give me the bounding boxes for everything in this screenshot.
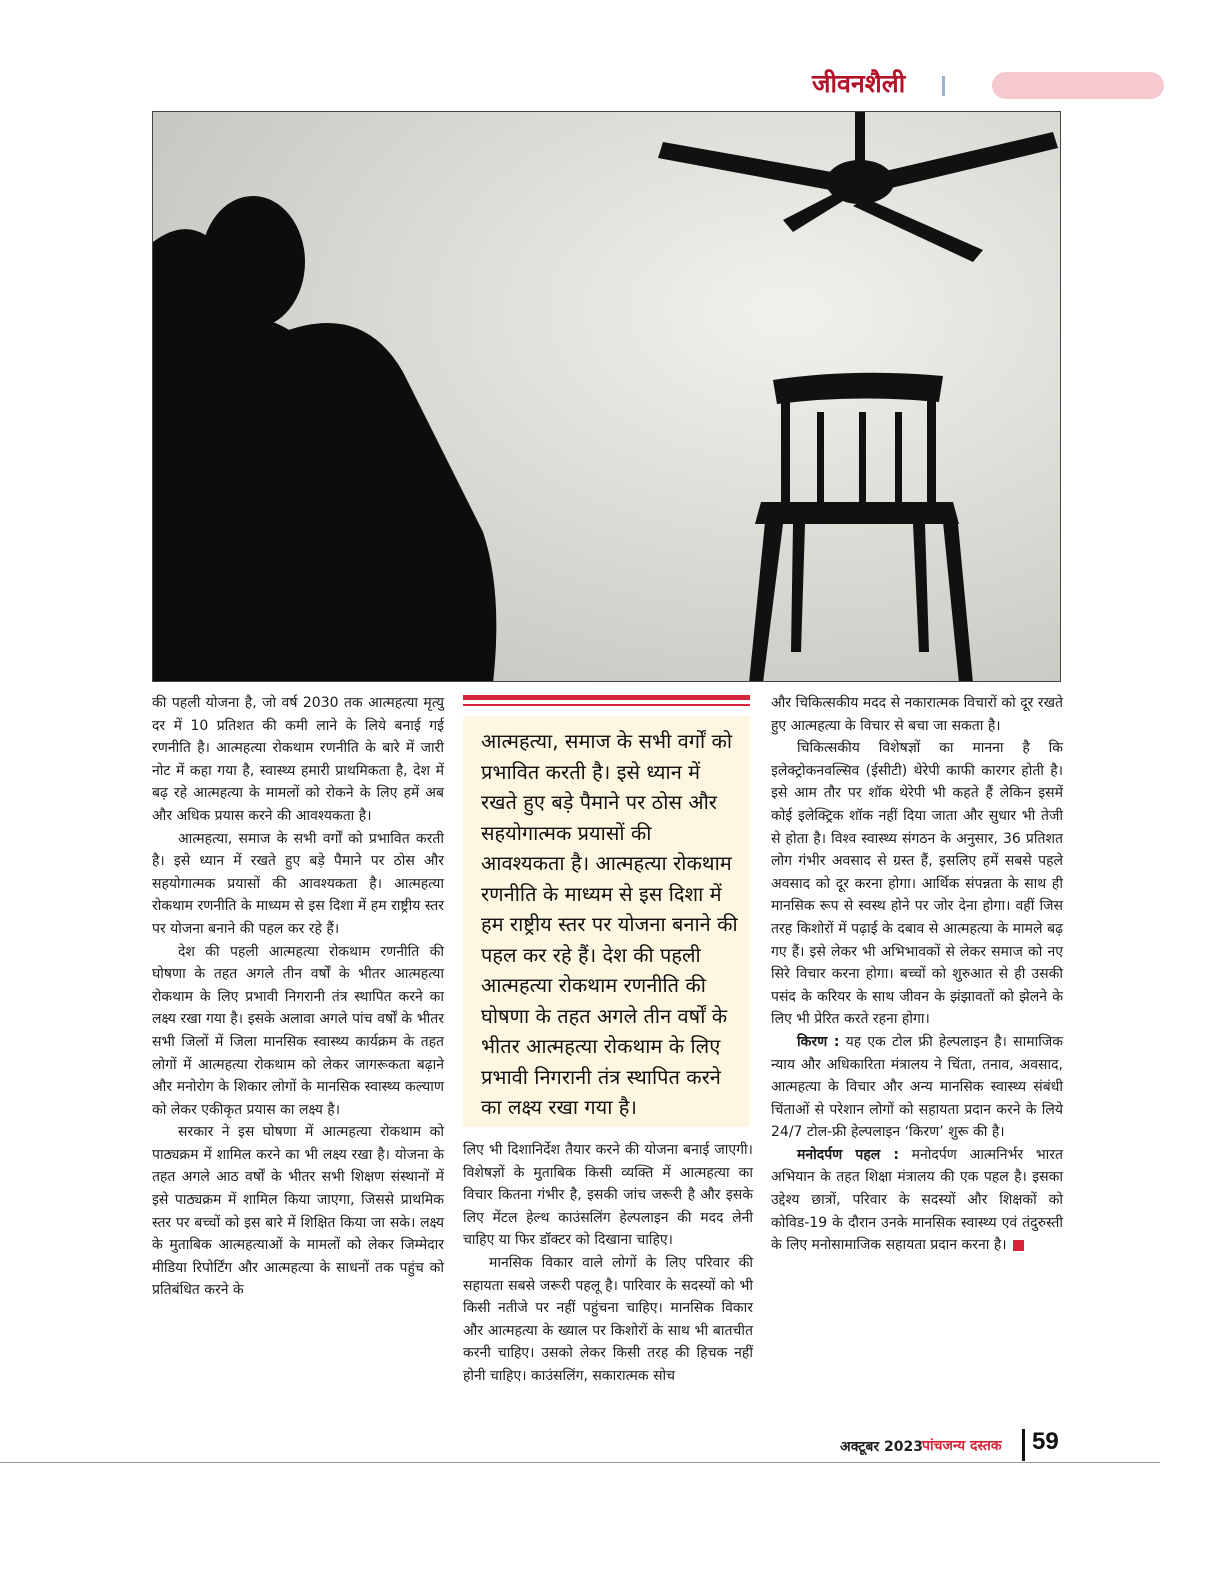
paragraph: लिए भी दिशानिर्देश तैयार करने की योजना बनाई जाएगी। विशेषज्ञों के मुताबिक किसी व्यक्ति में आत्महत्या का विचार कितना गंभीर है, इसकी जांच जरूरी है और इसके लिए मेंटल हेल्थ काउंसलिंग हेल्पलाइन की मदद लेनी चाहिए या फिर डॉक्टर को दिखाना चाहिए।: [463, 1142, 753, 1249]
end-mark-icon: [1013, 1240, 1024, 1251]
page-number: 59: [1032, 1428, 1059, 1455]
magazine-logo: पांचजन्य दस्तक: [922, 1438, 1002, 1454]
section-label: जीवनशैली: [812, 69, 906, 98]
paragraph: की पहली योजना है, जो वर्ष 2030 तक आत्महत्या मृत्यु दर में 10 प्रतिशत की कमी लाने के लिये बनाई गई रणनीति है। आत्महत्या रोकथाम रणनीति के बारे में जारी नोट में कहा गया है, स्वास्थ्य हमारी प्राथमिकता है, देश में बढ़ रहे आत्महत्या के मामलों को रोकने के लिए हमें अब और अधिक प्रयास करने की आवश्यकता है।: [152, 695, 444, 824]
paragraph-text: मनोदर्पण आत्मनिर्भर भारत अभियान के तहत शिक्षा मंत्रालय की एक पहल है। इसका उद्देश्य छात्रों, परिवार के सदस्यों और शिक्षकों को कोविड-19 के दौरान उनके मानसिक स्वास्थ्य एवं तंदुरुस्ती के लिए मनोसामाजिक सहायता प्रदान करना है।: [771, 1146, 1063, 1254]
paragraph: सरकार ने इस घोषणा में आत्महत्या रोकथाम को पाठ्यक्रम में शामिल करने का भी लक्ष्य रखा है। योजना के तहत अगले आठ वर्षों के भीतर सभी शिक्षण संस्थानों में इसे पाठ्यक्रम में शामिल किया जाएगा, जिससे प्राथमिक स्तर पर बच्चों को इस बारे में शिक्षित किया जा सके। लक्ष्य के मुताबिक आत्महत्याओं के मामलों को लेकर जिम्मेदार मीडिया रिपोर्टिंग और आत्महत्या के साधनों तक पहुंच को प्रतिबंधित करने के: [152, 1124, 444, 1299]
article-column-3: [771, 692, 1063, 1257]
paragraph: देश की पहली आत्महत्या रोकथाम रणनीति की घोषणा के तहत अगले तीन वर्षों के भीतर आत्महत्या रोकथाम के लिए प्रभावी निगरानी तंत्र स्थापित करने का लक्ष्य रखा गया है। इसके अलावा अगले पांच वर्षों के भीतर सभी जिलों में जिला मानसिक स्वास्थ्य कार्यक्रम के तहत लोगों में आत्महत्या रोकथाम को लेकर जागरूकता बढ़ाने और मनोरोग के शिकार लोगों के मानसिक स्वास्थ्य कल्याण को लेकर एकीकृत प्रयास का लक्ष्य है।: [152, 943, 444, 1118]
hero-illustration: [152, 111, 1061, 682]
article-column-2: [463, 1139, 753, 1388]
pullquote: आत्महत्या, समाज के सभी वर्गों को प्रभावित करती है। इसे ध्यान में रखते हुए बड़े पैमाने पर ठोस और सहयोगात्मक प्रयासों की आवश्यकता है। आत्महत्या रोकथाम रणनीति के माध्यम से इस दिशा में हम राष्ट्रीय स्तर पर योजना बनाने की पहल कर रहे हैं। देश की पहली आत्महत्या रोकथाम रणनीति की घोषणा के तहत अगले तीन वर्षों के भीतर आत्महत्या रोकथाम के लिए प्रभावी निगरानी तंत्र स्थापित करने का लक्ष्य रखा गया है।: [463, 716, 750, 1127]
subhead-kiran: किरण :: [797, 1033, 840, 1050]
paragraph-text: यह एक टोल फ्री हेल्पलाइन है। सामाजिक न्याय और अधिकारिता मंत्रालय ने चिंता, तनाव, अवसाद, आत्महत्या के विचार और अन्य मानसिक स्वास्थ्य संबंधी चिंताओं से परेशान लोगों को सहायता प्रदान करने के लिये 24/7 टोल-फ्री हेल्पलाइन ‘किरण’ शुरू की है।: [771, 1033, 1063, 1141]
article-column-1: [152, 692, 444, 1302]
footer-divider: [1022, 1429, 1025, 1461]
footer-rule: [0, 1462, 1160, 1463]
pullquote-rule-top: [463, 695, 750, 700]
pullquote-rule-thin: [463, 704, 750, 706]
section-divider: [942, 76, 945, 96]
paragraph-manodarpan: [771, 1144, 1063, 1257]
footer-date: अक्टूबर 2023: [840, 1439, 923, 1455]
paragraph: आत्महत्या, समाज के सभी वर्गों को प्रभावित करती है। इसे ध्यान में रखते हुए बड़े पैमाने पर ठोस और सहयोगात्मक प्रयासों की आवश्यकता है। आत्महत्या रोकथाम रणनीति के माध्यम से इस दिशा में हम राष्ट्रीय स्तर पर योजना बनाने की पहल कर रहे हैं।: [152, 830, 444, 937]
silhouette-illustration-image: [153, 112, 1061, 682]
subhead-manodarpan: मनोदर्पण पहल :: [797, 1146, 899, 1163]
paragraph: और चिकित्सकीय मदद से नकारात्मक विचारों को दूर रखते हुए आत्महत्या के विचार से बचा जा सकता है।: [771, 695, 1063, 734]
paragraph: मानसिक विकार वाले लोगों के लिए परिवार की सहायता सबसे जरूरी पहलू है। पारिवार के सदस्यों को भी किसी नतीजे पर नहीं पहुंचना चाहिए। मानसिक विकार और आत्महत्या के ख्याल पर किशोरों के साथ भी बातचीत करनी चाहिए। उसको लेकर किसी तरह की हिचक नहीं होनी चाहिए। काउंसलिंग, सकारात्मक सोच: [463, 1254, 753, 1384]
section-tab-decoration: [992, 72, 1164, 99]
paragraph: चिकित्सकीय विशेषज्ञों का मानना है कि इलेक्ट्रोकनवल्सिव (ईसीटी) थेरेपी काफी कारगर होती है। इसे आम तौर पर शॉक थेरेपी भी कहते हैं लेकिन इसमें कोई इलेक्ट्रिक शॉक नहीं दिया जाता और सुधार भी तेजी से होता है। विश्व स्वास्थ्य संगठन के अनुसार, 36 प्रतिशत लोग गंभीर अवसाद से ग्रस्त हैं, इसलिए हमें सबसे पहले अवसाद को दूर करना होगा। आर्थिक संपन्नता के साथ ही मानसिक रूप से स्वस्थ होने पर जोर देना होगा। वहीं जिस तरह किशोरों में पढ़ाई के दबाव से आत्महत्या के मामले बढ़ गए हैं। इसे लेकर भी अभिभावकों से लेकर समाज को नए सिरे विचार करना होगा। बच्चों को शुरुआत से ही उसकी पसंद के करियर के साथ जीवन के झंझावतों को झेलने के लिए भी प्रेरित करते रहना होगा।: [771, 740, 1063, 1028]
paragraph-kiran: [771, 1031, 1063, 1144]
